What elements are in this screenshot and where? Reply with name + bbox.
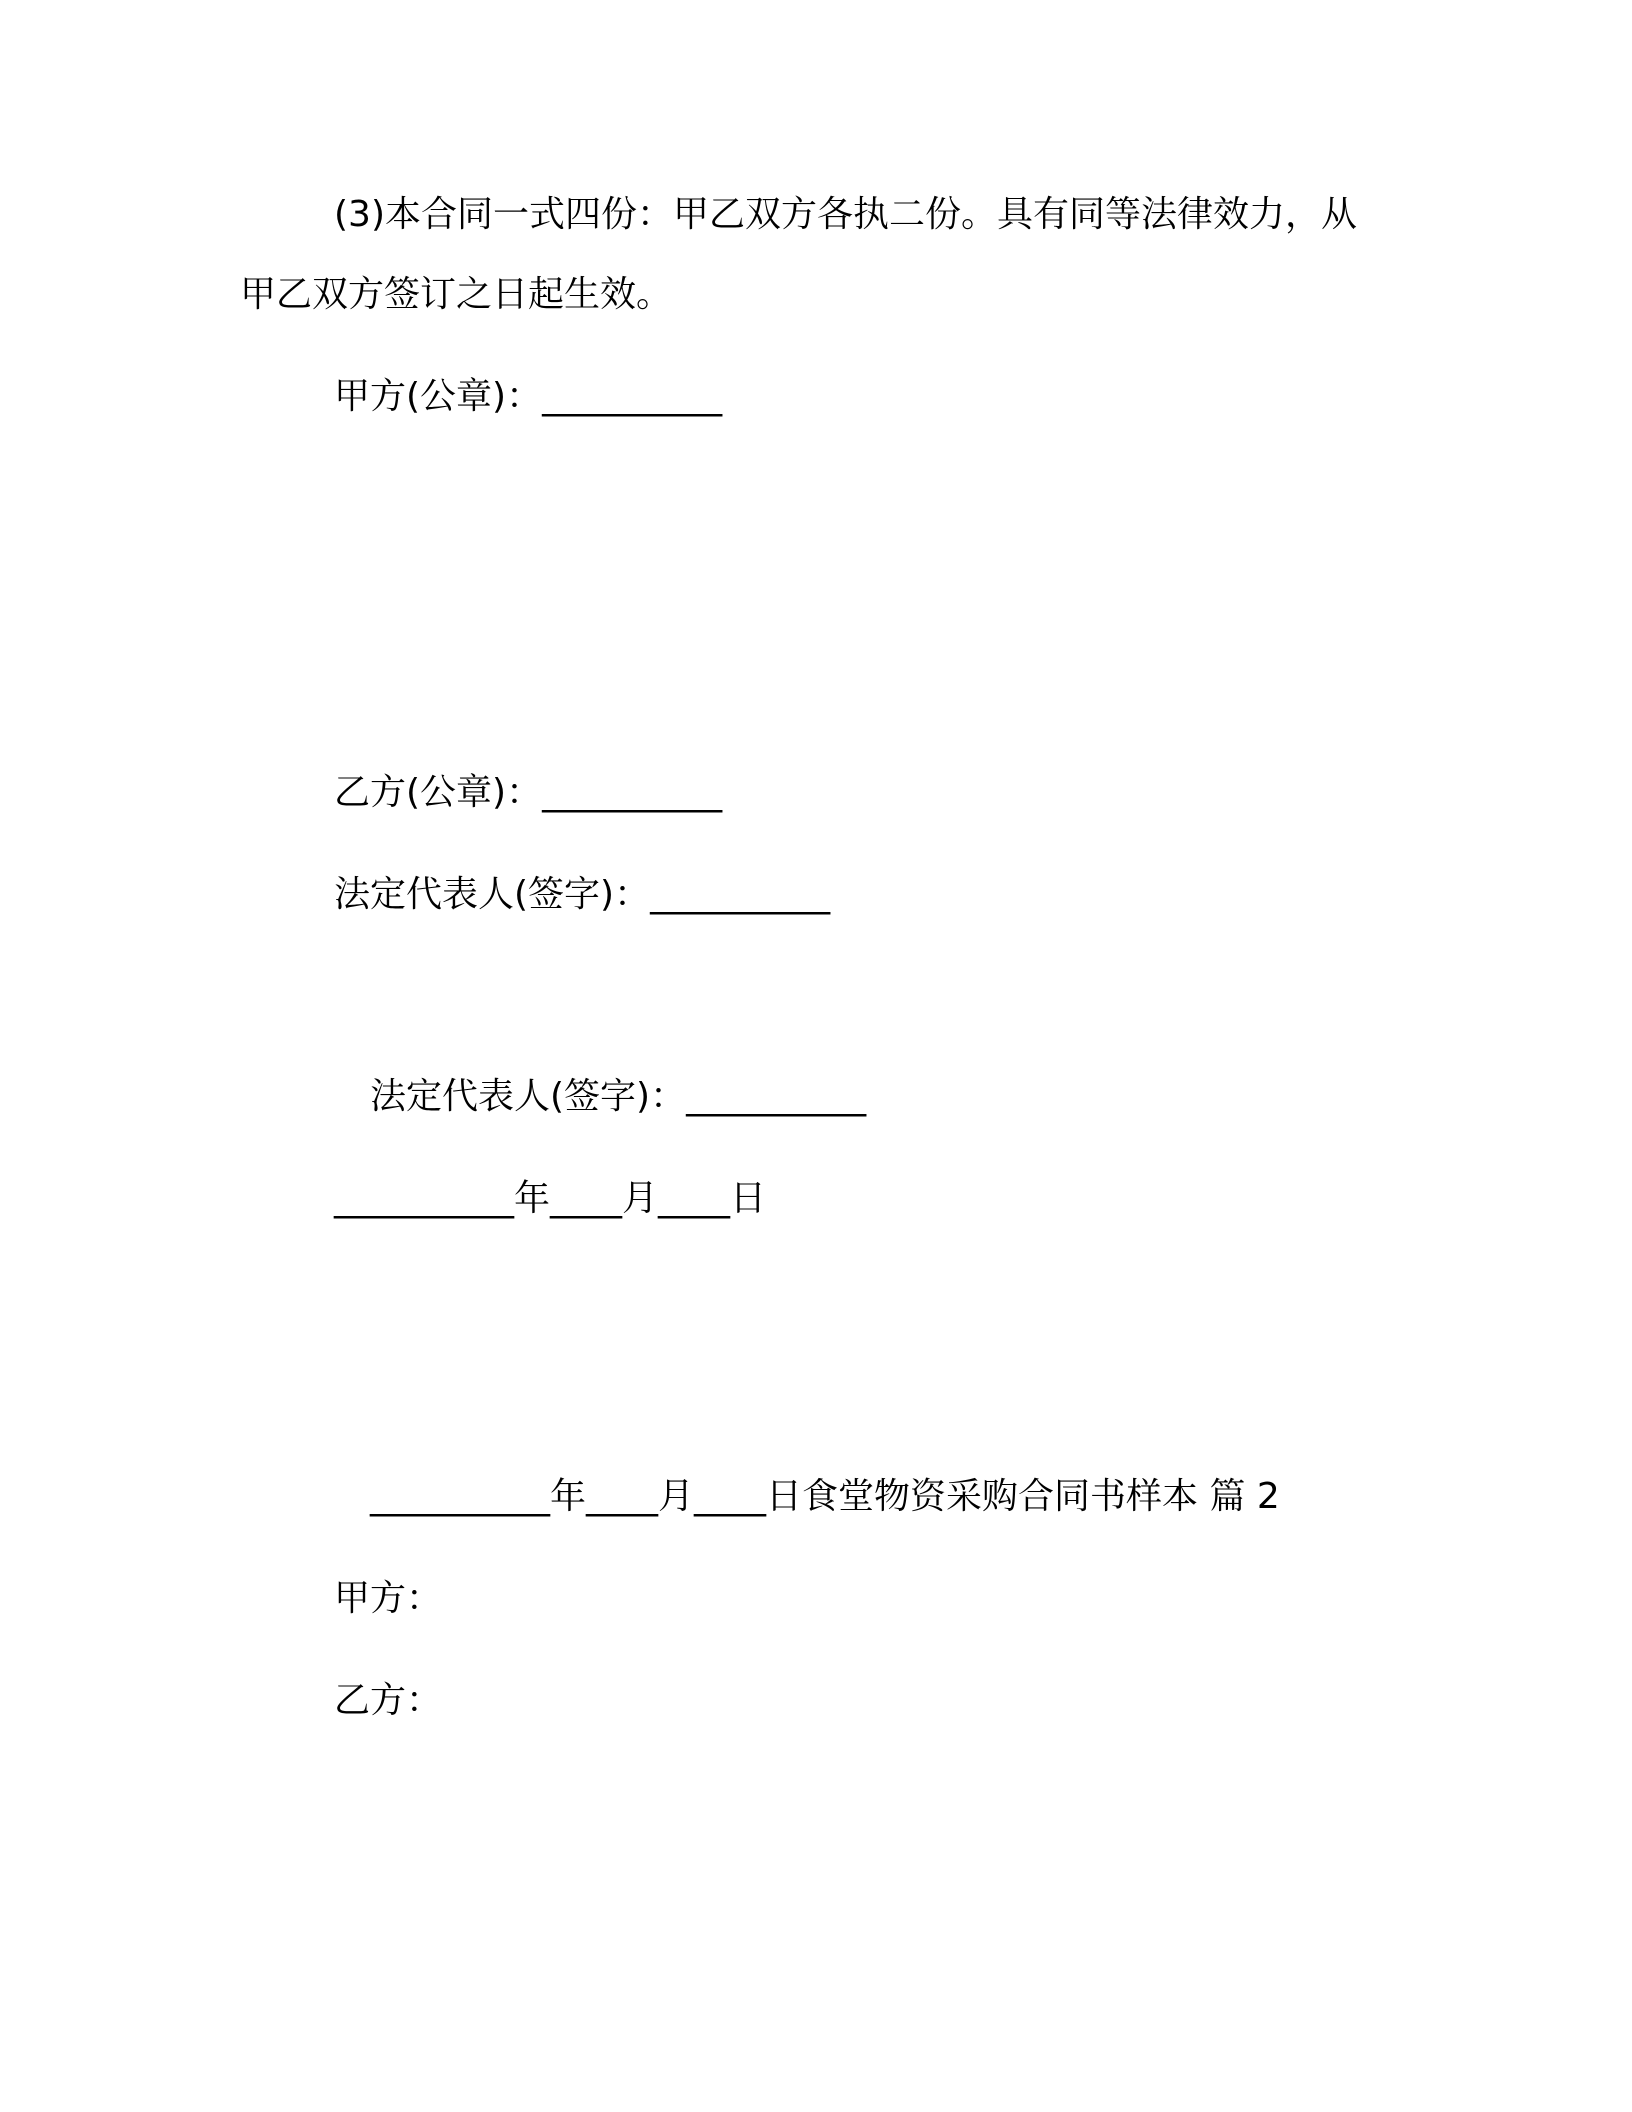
clause-3-line-2: 甲乙双方签订之日起生效。: [240, 274, 673, 315]
party-a-label: 甲方：: [334, 1578, 443, 1619]
date-line: __________年____月____日: [334, 1178, 766, 1219]
legal-representative-line-1: 法定代表人(签字)：__________: [334, 874, 831, 915]
party-b-label: 乙方：: [334, 1680, 443, 1721]
party-a-seal-line: 甲方(公章)：__________: [334, 376, 723, 417]
party-b-seal-line: 乙方(公章)：__________: [334, 772, 723, 813]
legal-representative-line-2: 法定代表人(签字)：__________: [370, 1076, 867, 1117]
clause-3-line-1: (3)本合同一式四份：甲乙双方各执二份。具有同等法律效力，从: [334, 194, 1357, 235]
next-section-title: __________年____月____日食堂物资采购合同书样本 篇 2: [370, 1476, 1280, 1517]
